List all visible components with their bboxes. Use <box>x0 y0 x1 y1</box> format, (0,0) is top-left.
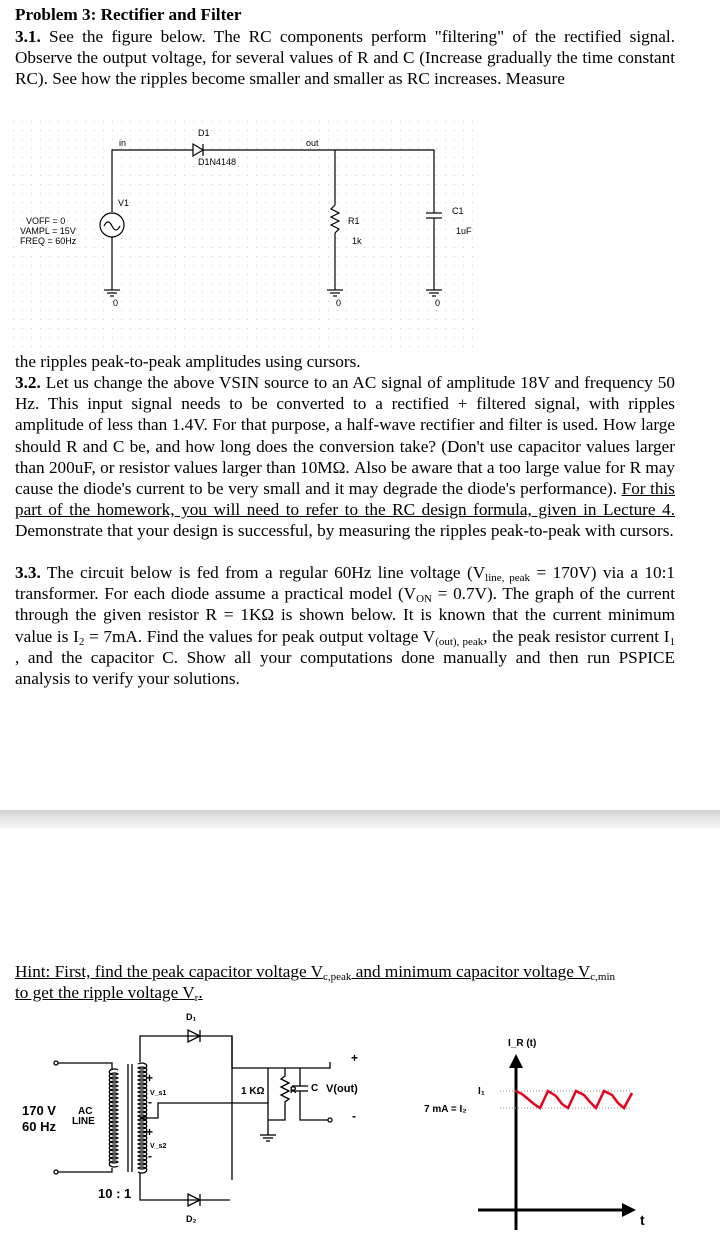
d2-label: D₂ <box>186 1214 197 1224</box>
plus-sign: + <box>146 1071 154 1085</box>
paragraph-text: The circuit below is fed from a regular 60Hz line voltage (V <box>40 563 486 582</box>
d1-label: D1 <box>198 128 210 138</box>
freq-label: FREQ = 60Hz <box>20 236 77 246</box>
i1-label: I₁ <box>478 1086 485 1097</box>
resistor-label: R <box>290 1085 297 1095</box>
subscript: line, peak <box>485 572 531 584</box>
vs1-label: V_s1 <box>150 1090 167 1097</box>
subscript: ON <box>416 593 432 606</box>
paragraph-text: = 170V) via a 10:1 transformer. For each diode assume a practical model (V <box>15 563 676 604</box>
plus-sign: + <box>146 1125 154 1139</box>
paragraph-text: = 0.7V). The graph of the current through the given resistor R = 1KΩ is shown below. It is known that the current minimum value is I <box>15 584 675 646</box>
node-out-label: out <box>306 138 319 148</box>
paragraph-text: = 7mA. Find the values for peak output voltage V <box>84 626 436 646</box>
v1-label: V1 <box>118 198 130 208</box>
minus-sign: - <box>148 1149 152 1163</box>
paragraph-text: See the figure below. The RC components perform "filtering" of the rectified signal. Observe the output voltage, for several values of R and C (Increase gradually the time constant RC). See how the ripples become smaller and smaller as RC increases. Measure <box>15 27 675 89</box>
ground-label: 0 <box>113 298 119 308</box>
r1-value: 1k <box>352 236 362 246</box>
c1-label: C1 <box>452 206 464 216</box>
paragraph-text: , and the capacitor C. Show all your computations done manually and then run PSPICE analysis to verify your solutions. <box>15 647 675 689</box>
subscript: (out), peak <box>435 635 484 648</box>
minus-sign: - <box>148 1095 152 1109</box>
problem-title: Problem 3: Rectifier and Filter <box>15 5 242 24</box>
paragraph-text: the ripples peak-to-peak amplitudes using cursors. <box>15 352 361 371</box>
section-number: 3.3. <box>15 563 41 582</box>
node-in-label: in <box>119 138 127 148</box>
y-axis-arrow-icon <box>509 1054 523 1068</box>
minus-sign: - <box>352 1109 356 1123</box>
time-axis-label: t <box>640 1212 645 1228</box>
hint-text-line2: to get the ripple voltage $V_r$. <box>15 983 203 1005</box>
section-number: 3.2. <box>15 373 41 392</box>
ground-label: 0 <box>435 298 441 308</box>
paragraph-text: , the peak resistor current I <box>483 626 670 646</box>
capacitor-label: C <box>311 1083 319 1094</box>
c1-value: 1uF <box>456 226 472 236</box>
plus-sign: + <box>351 1051 359 1065</box>
line-label: LINE <box>72 1116 95 1127</box>
paragraph-text: Let us change the above VSIN source to an AC signal of amplitude 18V and frequency 50 Hz. This input signal needs to be converted to a rectified + filtered signal, with ripples amplitude of less than 1.4V. For that purpose, a half-wave rectifier and filter is used. How large should R and C be, and how long does the conversion take? (Don't use capacitor values larger than 200uF, or resistor values larger than 10MΩ. Also be aware that a too large value for R may cause the diode's current to be very small and it may degrade the diode's performance). <box>15 373 675 499</box>
vs2-label: V_s2 <box>150 1143 167 1150</box>
r1-label: R1 <box>348 216 360 226</box>
source-voltage-label: 170 V <box>22 1103 56 1118</box>
paragraph-text: Demonstrate that your design is successful, by measuring the ripples peak-to-peak with cursors. <box>15 521 674 541</box>
turns-ratio-label: 10 : 1 <box>98 1186 132 1201</box>
x-axis-arrow-icon <box>622 1203 636 1217</box>
underlined-text: For this part of the homework, you will need to refer to the RC design formula, given in Lecture 4. <box>15 479 675 520</box>
ir-axis-label: I_R (t) <box>508 1038 537 1049</box>
vampl-label: VAMPL = 15V <box>20 226 76 236</box>
ground-label: 0 <box>336 298 342 308</box>
resistor-value: 1 KΩ <box>241 1086 265 1097</box>
hint-text: Hint: First, find the peak capacitor voltage $V_{c,peak}$ and minimum capacitor voltage $V_{c,min}$ <box>15 962 615 983</box>
subscript: 1 <box>669 635 675 648</box>
voff-label: VOFF = 0 <box>26 216 66 226</box>
ac-label: AC <box>78 1106 93 1117</box>
d1-label: D₁ <box>186 1012 197 1022</box>
i2-label: 7 mA = I₂ <box>424 1104 467 1115</box>
source-frequency-label: 60 Hz <box>22 1119 56 1134</box>
section-number: 3.1. <box>15 27 41 46</box>
d1-model-label: D1N4148 <box>198 157 237 167</box>
subscript: 2 <box>78 635 85 648</box>
current-waveform <box>516 1091 632 1108</box>
vout-label: V(out) <box>326 1083 358 1095</box>
